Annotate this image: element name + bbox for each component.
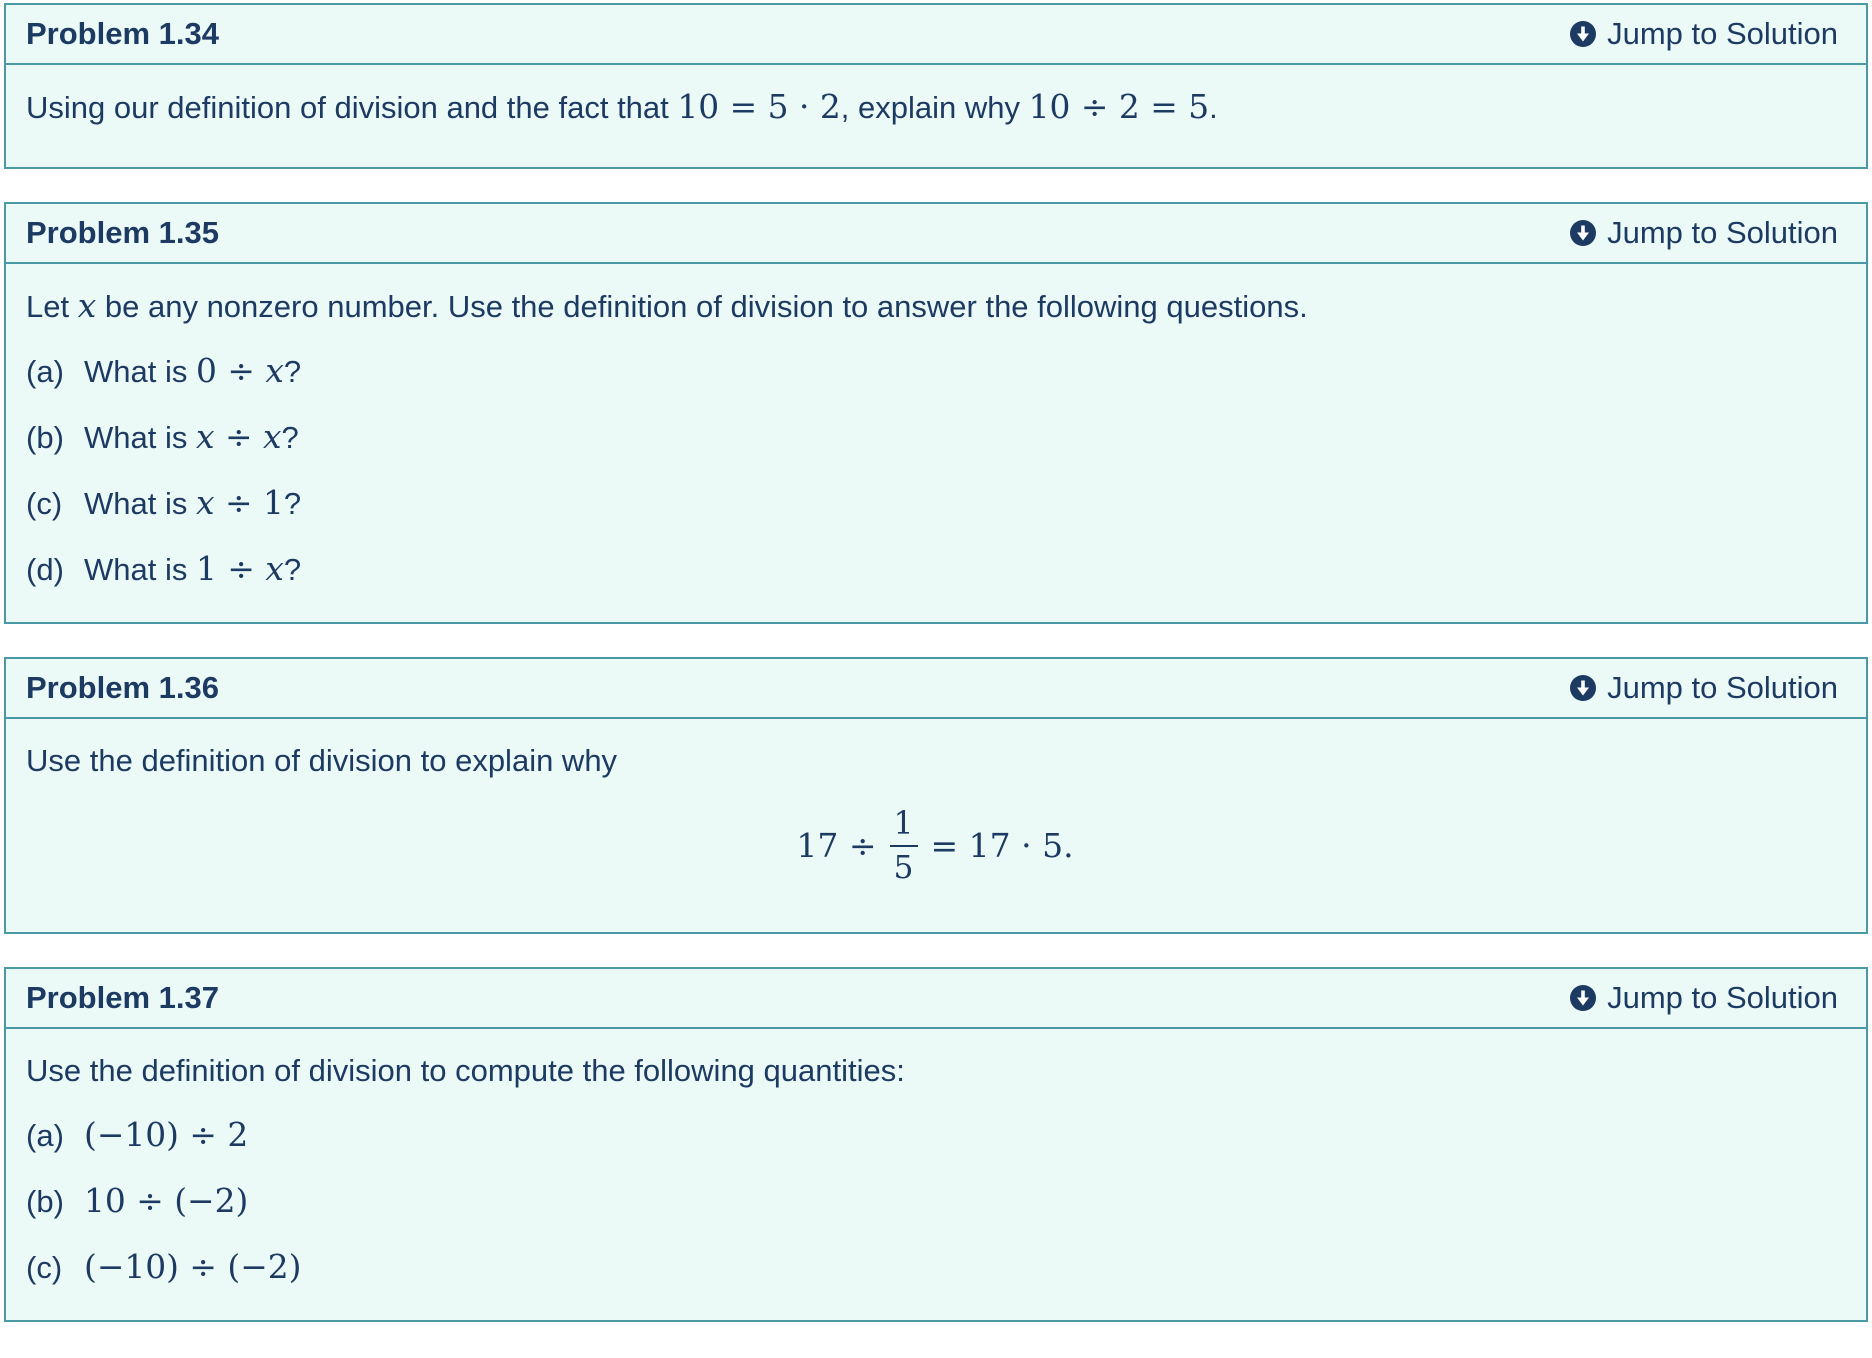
- list-item: [26, 482, 1844, 525]
- jump-to-solution-link[interactable]: [1569, 980, 1838, 1016]
- math-expression: 1 ÷: [195, 549, 266, 588]
- problem-header: [6, 204, 1866, 264]
- statement-text: .: [1209, 90, 1218, 125]
- equation-lhs: 17 ÷: [796, 825, 877, 865]
- item-label: (b): [26, 1184, 64, 1220]
- math-variable: x: [195, 417, 215, 456]
- list-item: [26, 1180, 1844, 1223]
- circle-arrow-down-icon: [1569, 984, 1597, 1012]
- problem-title: Problem 1.37: [26, 980, 219, 1016]
- statement-paragraph: [26, 285, 1844, 328]
- jump-to-solution-label: Jump to Solution: [1607, 16, 1838, 51]
- math-expression: (−10) ÷ (−2): [84, 1247, 302, 1287]
- list-item: [26, 548, 1844, 591]
- list-item: [26, 416, 1844, 459]
- fraction: [890, 806, 918, 886]
- jump-to-solution-link[interactable]: [1569, 670, 1838, 706]
- problem-statement: [6, 1029, 1866, 1320]
- statement-paragraph: Use the definition of division to explain why: [26, 743, 618, 778]
- circle-arrow-down-icon: [1569, 20, 1597, 48]
- problem-header: [6, 5, 1866, 65]
- item-label: (c): [26, 486, 63, 521]
- item-label: (b): [26, 420, 64, 455]
- item-label: (a): [26, 1118, 64, 1154]
- statement-text: Let: [26, 289, 78, 324]
- math-variable: x: [265, 351, 284, 390]
- jump-to-solution-label: Jump to Solution: [1607, 980, 1838, 1016]
- problem-statement: [6, 719, 1866, 932]
- problem-card-1-35: [4, 202, 1868, 624]
- item-text: [84, 482, 301, 525]
- statement-text: What is: [84, 354, 196, 389]
- list-item: [26, 1114, 1844, 1157]
- item-text: [84, 548, 301, 591]
- problem-card-1-34: [4, 3, 1868, 169]
- math-variable: x: [195, 483, 215, 522]
- statement-paragraph: Use the definition of division to compute the following quantities:: [26, 1053, 905, 1089]
- math-expression: 10 = 5 · 2: [677, 87, 841, 126]
- math-expression: ÷: [214, 417, 263, 456]
- math-variable: x: [265, 549, 284, 588]
- statement-text: What is: [84, 486, 196, 521]
- statement-text: , explain why: [840, 90, 1029, 125]
- statement-text: ?: [281, 420, 299, 455]
- problem-header: [6, 659, 1866, 719]
- math-variable: x: [262, 417, 282, 456]
- statement-text: What is: [84, 552, 196, 587]
- display-equation: [26, 806, 1844, 886]
- item-text: [84, 416, 299, 459]
- jump-to-solution-link[interactable]: [1569, 215, 1838, 251]
- problem-title: Problem 1.35: [26, 215, 219, 250]
- statement-text: be any nonzero number. Use the definition of division to answer the following questions.: [96, 289, 1308, 324]
- item-label: (d): [26, 552, 64, 587]
- fraction-bar: [890, 845, 918, 847]
- math-expression: ÷ 1: [214, 483, 284, 522]
- item-label: (c): [26, 1250, 63, 1286]
- equation-rhs: = 17 · 5.: [930, 825, 1074, 865]
- math-variable: x: [77, 286, 97, 325]
- math-expression: 10 ÷ 2 = 5: [1028, 87, 1210, 126]
- problem-statement: [6, 264, 1866, 622]
- circle-arrow-down-icon: [1569, 219, 1597, 247]
- statement-text: What is: [84, 420, 196, 455]
- problem-card-1-37: [4, 967, 1868, 1322]
- list-item: [26, 350, 1844, 393]
- math-expression: (−10) ÷ 2: [84, 1115, 249, 1155]
- math-expression: 0 ÷: [195, 351, 266, 390]
- fraction-denominator: 5: [893, 850, 914, 887]
- item-label: (a): [26, 354, 64, 389]
- math-expression: 10 ÷ (−2): [84, 1181, 249, 1221]
- problem-statement: [6, 65, 1866, 167]
- problem-title: Problem 1.34: [26, 16, 219, 51]
- statement-text: ?: [283, 552, 302, 587]
- fraction-numerator: 1: [893, 806, 914, 842]
- statement-text: ?: [283, 486, 302, 521]
- jump-to-solution-label: Jump to Solution: [1607, 215, 1838, 250]
- statement-text: ?: [283, 354, 302, 389]
- statement-paragraph: [26, 86, 1844, 129]
- jump-to-solution-link[interactable]: [1569, 16, 1838, 52]
- item-text: [84, 350, 301, 393]
- problem-header: [6, 969, 1866, 1029]
- circle-arrow-down-icon: [1569, 674, 1597, 702]
- problem-card-1-36: [4, 657, 1868, 934]
- list-item: [26, 1246, 1844, 1289]
- problem-title: Problem 1.36: [26, 670, 219, 705]
- statement-text: Using our definition of division and the fact that: [26, 90, 678, 125]
- jump-to-solution-label: Jump to Solution: [1607, 670, 1838, 705]
